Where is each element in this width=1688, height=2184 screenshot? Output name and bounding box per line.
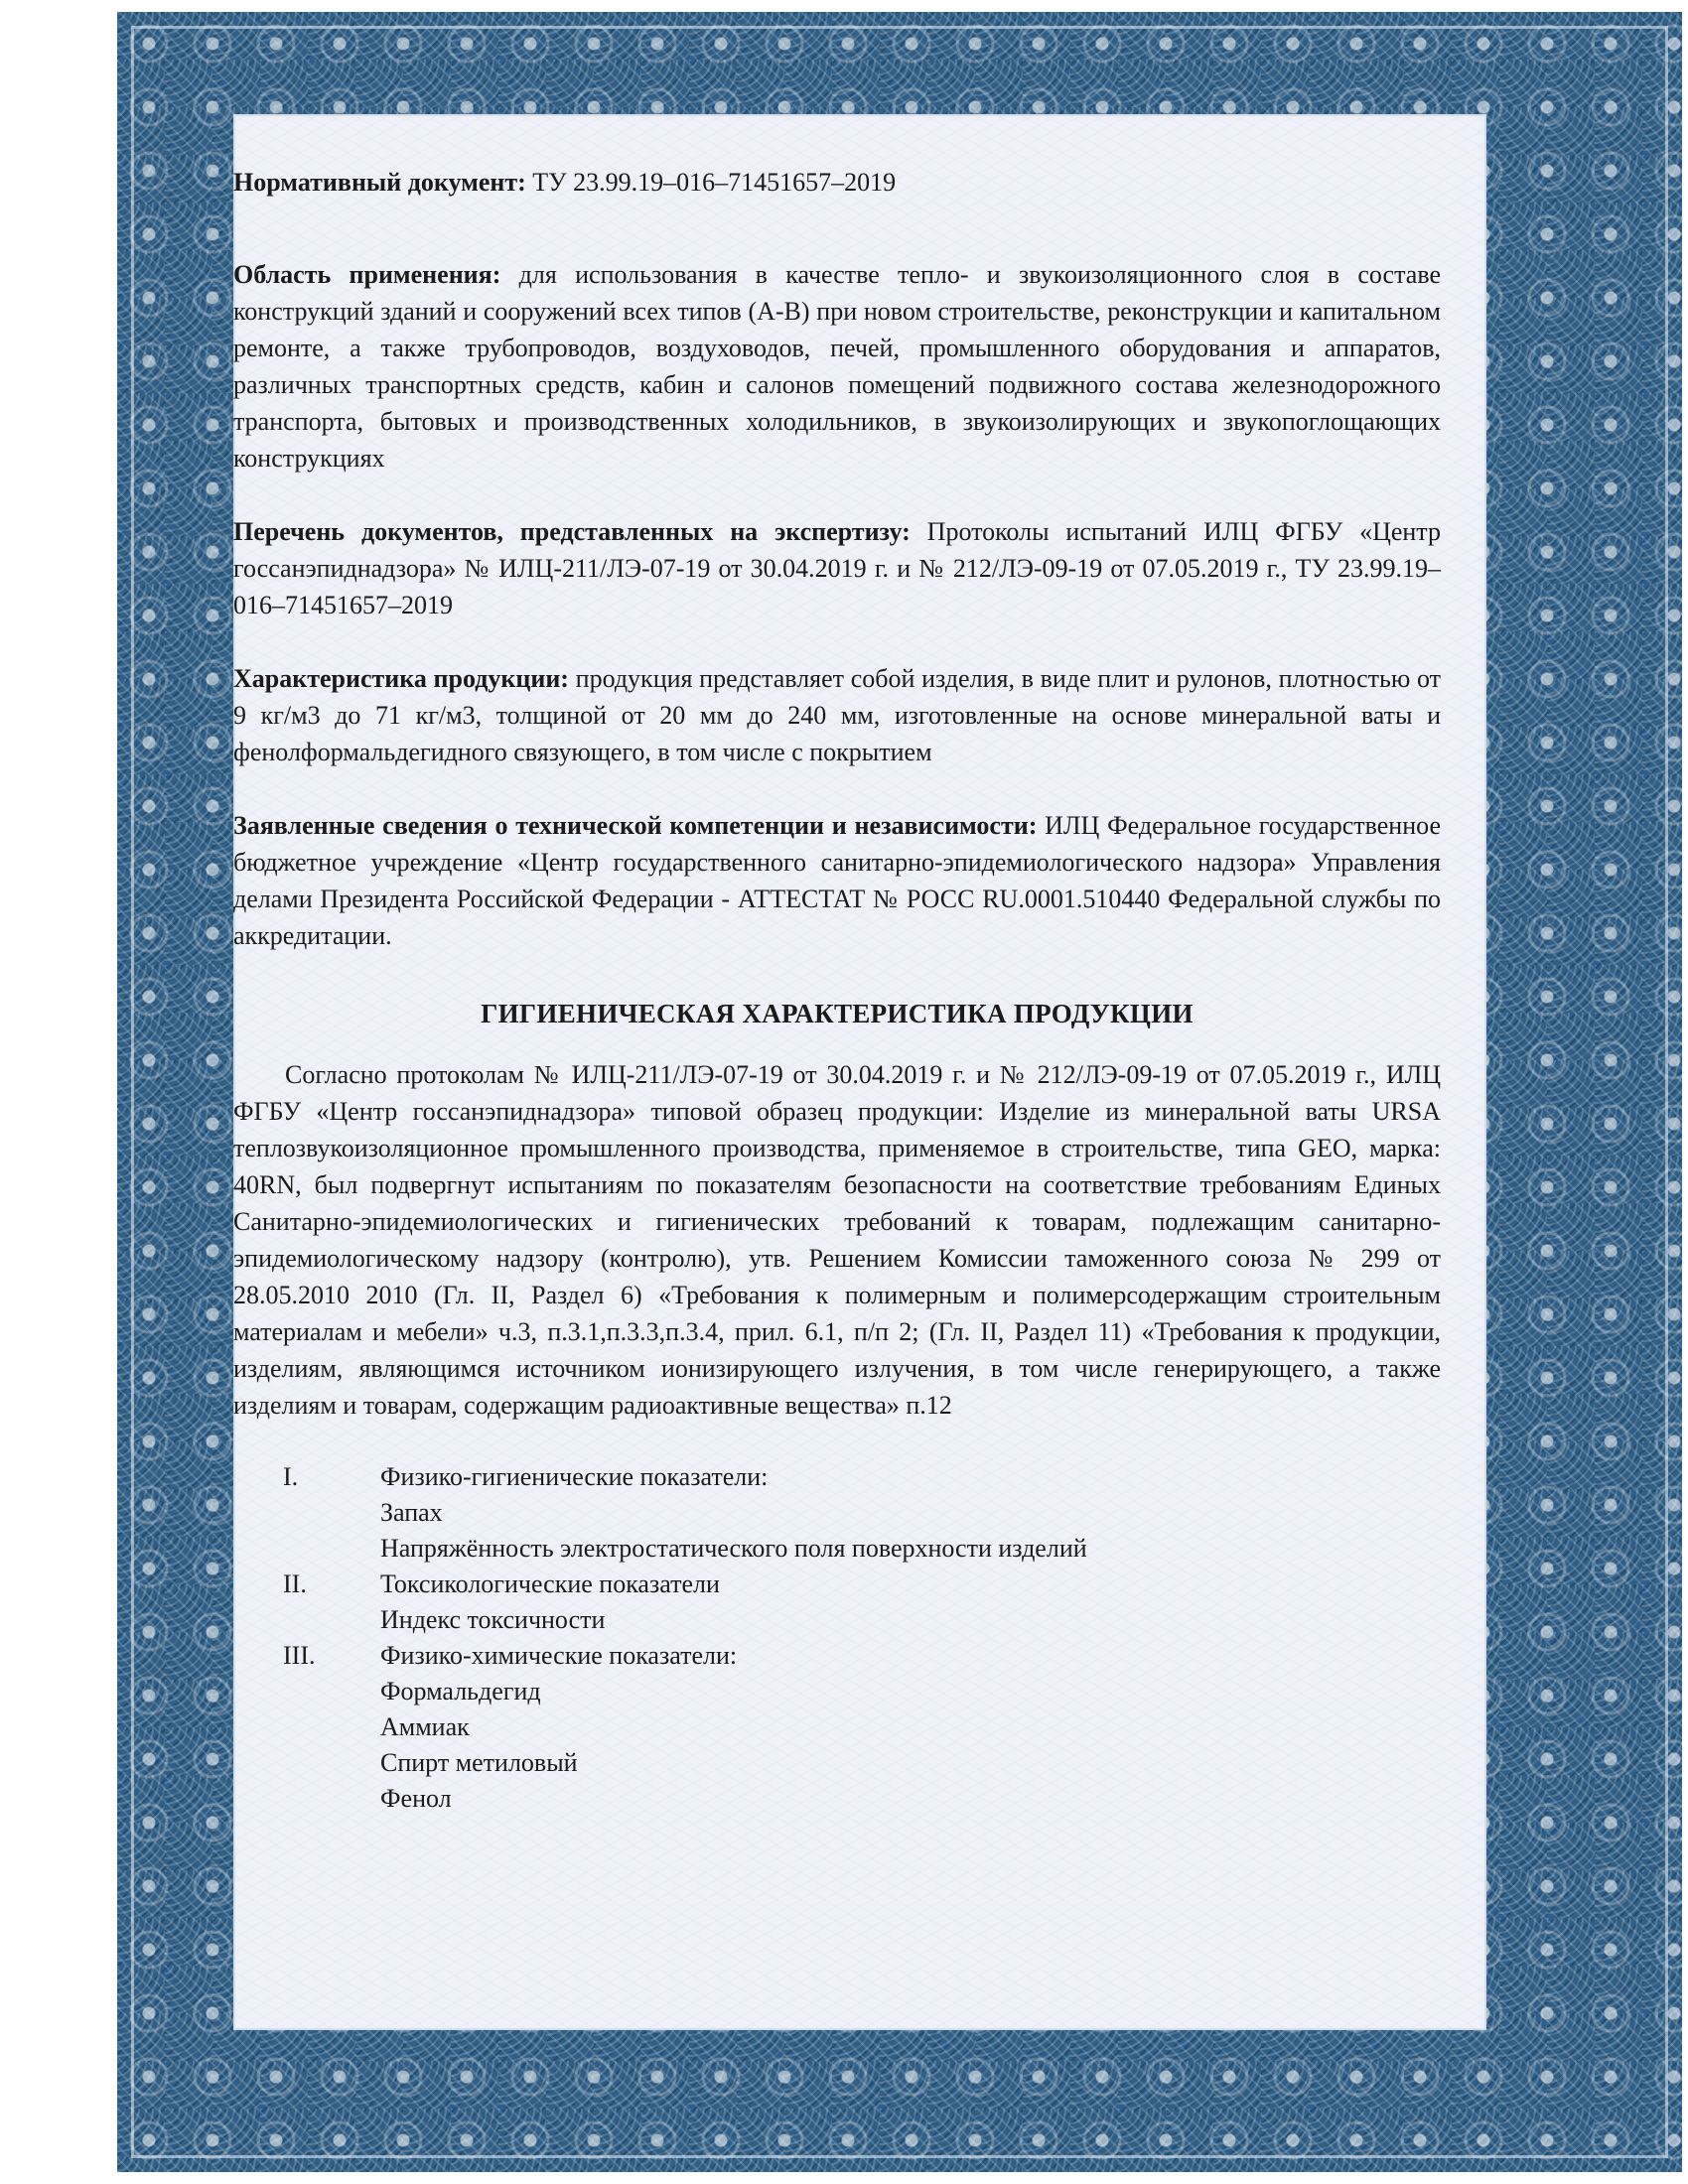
- document-content: [233, 114, 1482, 2026]
- indicator-number: I.: [283, 1462, 299, 1491]
- normative-document: [233, 164, 1441, 201]
- application-scope-label: Область применения:: [233, 260, 501, 289]
- indicator-item: Напряжённость электростатического поля поверхности изделий: [380, 1534, 1087, 1563]
- submitted-documents: [233, 513, 1441, 623]
- indicator-item: Фенол: [380, 1784, 452, 1813]
- indicator-group: [233, 1638, 1441, 1674]
- indicator-item: Спирт метиловый: [380, 1748, 578, 1777]
- competence-info-text: ИЛЦ Федеральное государственное бюджетное учреждение «Центр государственного санитарно-эпидемиологического надзора» Управления делами Президента Российской Федерации - АТТЕСТАТ № РОСС RU.0001.510440 Федеральной службы по аккредитации.: [233, 811, 1441, 950]
- hygiene-heading: ГИГИЕНИЧЕСКАЯ ХАРАКТЕРИСТИКА ПРОДУКЦИИ: [481, 999, 1194, 1028]
- indicator-item: Формальдегид: [380, 1677, 541, 1706]
- indicator-item: Индекс токсичности: [380, 1605, 606, 1634]
- product-characteristics-label: Характеристика продукции:: [233, 664, 569, 693]
- indicator-item: Аммиак: [380, 1712, 470, 1741]
- indicator-group: [233, 1567, 1441, 1602]
- indicator-group: [233, 1459, 1441, 1495]
- indicator-title: Физико-химические показатели:: [380, 1641, 738, 1670]
- hygiene-paragraph: Согласно протоколам № ИЛЦ-211/ЛЭ-07-19 от 30.04.2019 г. и № 212/ЛЭ-09-19 от 07.05.2019 г., ИЛЦ ФГБУ «Центр госсанэпиднадзора» типовой образец продукции: Изделие из минеральной ваты URSA теплозвукоизоляционное промышленного производства, применяемое в строительстве, типа GEO, марка: 40RN, был подвергнут испытаниям по показателям безопасности на соответствие требованиям Единых Санитарно-эпидемиологических и гигиенических требований к товарам, подлежащим санитарно-эпидемиологическому надзору (контролю), утв. Решением Комиссии таможенного союза № 299 от 28.05.2010 2010 (Гл. II, Раздел 6) «Требования к полимерным и полимерсодержащим строительным материалам и мебели» ч.3, п.3.1,п.3.3,п.3.4, прил. 6.1, п/п 2; (Гл. II, Раздел 11) «Требования к продукции, изделиям, являющимся источником ионизирующего излучения, в том числе генерирующего, а также изделиям и товарам, содержащим радиоактивные вещества» п.12: [233, 1060, 1441, 1420]
- application-scope: [233, 256, 1441, 477]
- normative-document-text: ТУ 23.99.19–016–71451657–2019: [525, 168, 897, 197]
- normative-document-label: Нормативный документ:: [233, 168, 526, 197]
- submitted-documents-label: Перечень документов, представленных на экспертизу:: [233, 517, 911, 546]
- indicator-title: Токсикологические показатели: [380, 1570, 720, 1598]
- indicator-number: II.: [283, 1570, 307, 1598]
- application-scope-text: для использования в качестве тепло- и звукоизоляционного слоя в составе конструкций зданий и сооружений всех типов (А-В) при новом строительстве, реконструкции и капитальном ремонте, а также трубопроводов, воздуховодов, печей, промышленного оборудования и аппаратов, различных транспортных средств, кабин и салонов помещений подвижного состава железнодорожного транспорта, бытовых и производственных холодильников, в звукоизолирующих и звукопоглощающих конструкциях: [233, 260, 1441, 473]
- indicator-title: Физико-гигиенические показатели:: [380, 1462, 769, 1491]
- competence-info: [233, 807, 1441, 954]
- product-characteristics: [233, 660, 1441, 770]
- submitted-documents-text: Протоколы испытаний ИЛЦ ФГБУ «Центр госсанэпиднадзора» № ИЛЦ-211/ЛЭ-07-19 от 30.04.2019 г. и № 212/ЛЭ-09-19 от 07.05.2019 г., ТУ 23.99.19–016–71451657–2019: [233, 517, 1441, 619]
- product-characteristics-text: продукция представляет собой изделия, в виде плит и рулонов, плотностью от 9 кг/м3 до 71 кг/м3, толщиной от 20 мм до 240 мм, изготовленные на основе минеральной ваты и фенолформальдегидного связующего, в том числе с покрытием: [233, 664, 1441, 766]
- indicator-item: Запах: [380, 1498, 443, 1527]
- competence-info-label: Заявленные сведения о технической компетенции и независимости:: [233, 811, 1038, 840]
- indicator-number: III.: [283, 1641, 316, 1670]
- indicators-list: [233, 1459, 1441, 1817]
